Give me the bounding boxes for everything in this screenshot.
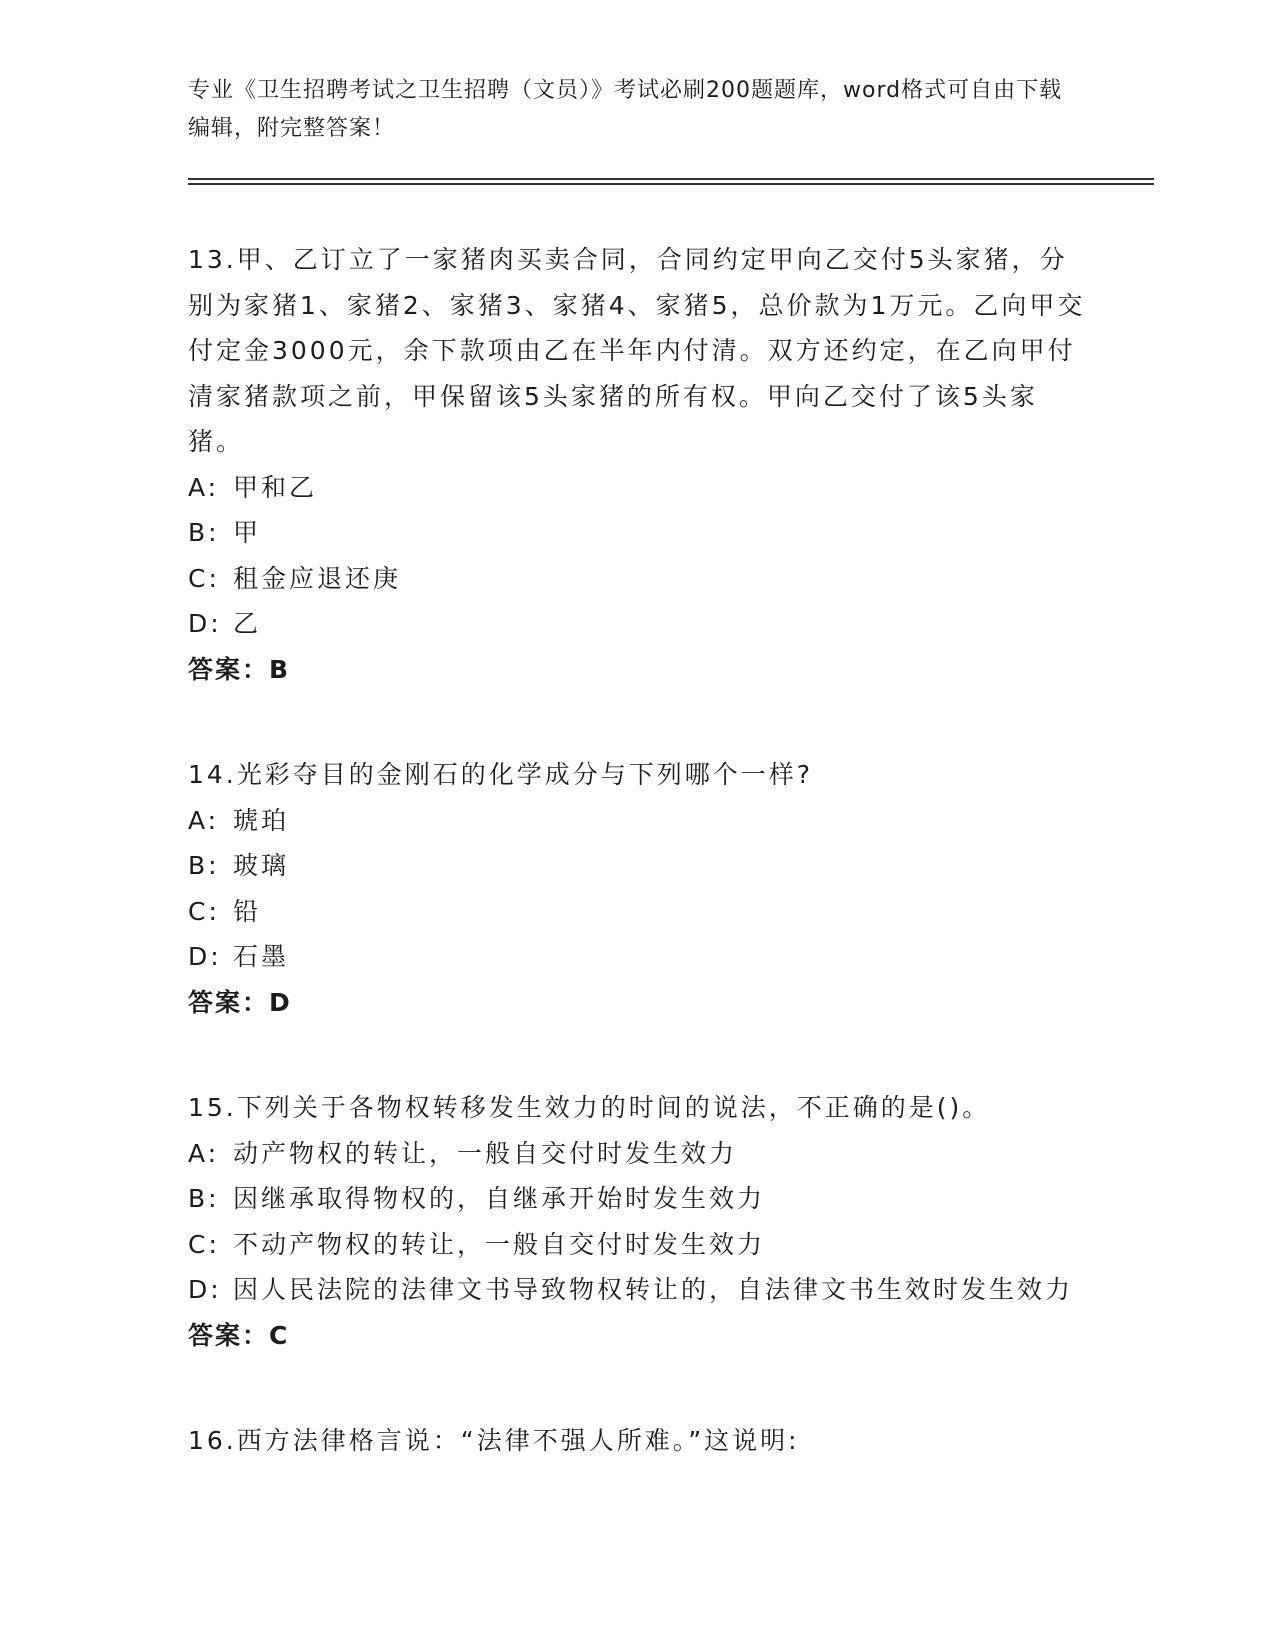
- option-letter: B:: [188, 851, 220, 880]
- option-text: 琥珀: [233, 805, 290, 835]
- option-letter: A:: [188, 1138, 220, 1168]
- option-text: 铅: [233, 896, 262, 926]
- question-15: [188, 1085, 1088, 1358]
- question-14: [188, 752, 1088, 1025]
- option-d: [188, 1267, 1088, 1313]
- answer-label: 答案：C: [188, 1320, 290, 1350]
- option-d: [188, 934, 1088, 980]
- option-c: [188, 889, 1088, 935]
- option-letter: A:: [188, 805, 220, 835]
- header-title: 专业《卫生招聘考试之卫生招聘（文员）》考试必刷200题题库，word格式可自由下载编辑，附完整答案！: [188, 78, 1063, 141]
- option-b: [188, 1176, 1088, 1222]
- option-text: 因继承取得物权的，自继承开始时发生效力: [233, 1184, 766, 1213]
- option-text: 因人民法院的法律文书导致物权转让的，自法律文书生效时发生效力: [233, 1275, 1074, 1304]
- question-stem: 13.甲、乙订立了一家猪肉买卖合同，合同约定甲向乙交付5头家猪，分别为家猪1、家猪2、家猪3、家猪4、家猪5，总价款为1万元。乙向甲交付定金3000元，余下款项由乙在半年内付清。双方还约定，在乙向甲付清家猪款项之前，甲保留该5头家猪的所有权。甲向乙交付了该5头家猪。: [188, 245, 1086, 456]
- option-c: [188, 556, 1088, 602]
- option-letter: A:: [188, 472, 220, 502]
- question-13: [188, 237, 1088, 692]
- option-text: 玻璃: [233, 851, 290, 880]
- question-stem: 14.光彩夺目的金刚石的化学成分与下列哪个一样?: [188, 760, 814, 789]
- option-b: [188, 510, 1088, 556]
- header-divider-top: [188, 178, 1154, 180]
- option-letter: C:: [188, 563, 220, 593]
- question-stem: 15.下列关于各物权转移发生效力的时间的说法，不正确的是()。: [188, 1093, 991, 1122]
- document-header: [188, 72, 1068, 148]
- option-a: [188, 1131, 1088, 1177]
- option-c: [188, 1222, 1088, 1268]
- option-b: [188, 843, 1088, 889]
- answer-label: 答案：D: [188, 987, 292, 1017]
- option-letter: D:: [188, 1275, 222, 1304]
- option-d: [188, 601, 1088, 647]
- question-16: [188, 1418, 1088, 1464]
- option-letter: C:: [188, 1229, 220, 1259]
- option-text: 甲: [233, 518, 262, 547]
- option-text: 乙: [233, 609, 262, 638]
- option-letter: D:: [188, 609, 222, 638]
- option-letter: B:: [188, 518, 220, 547]
- option-text: 不动产物权的转让，一般自交付时发生效力: [233, 1229, 766, 1259]
- question-stem: 16.西方法律格言说：“法律不强人所难。”这说明:: [188, 1426, 800, 1455]
- option-letter: D:: [188, 942, 222, 971]
- question-list: [188, 237, 1088, 1524]
- option-letter: C:: [188, 896, 220, 926]
- option-a: [188, 798, 1088, 844]
- option-a: [188, 465, 1088, 511]
- option-text: 石墨: [233, 942, 290, 971]
- option-letter: B:: [188, 1184, 220, 1213]
- answer-label: 答案：B: [188, 654, 291, 684]
- option-text: 动产物权的转让，一般自交付时发生效力: [233, 1138, 738, 1168]
- option-text: 租金应退还庚: [233, 563, 402, 593]
- option-text: 甲和乙: [233, 472, 318, 502]
- header-divider-bottom: [188, 183, 1154, 185]
